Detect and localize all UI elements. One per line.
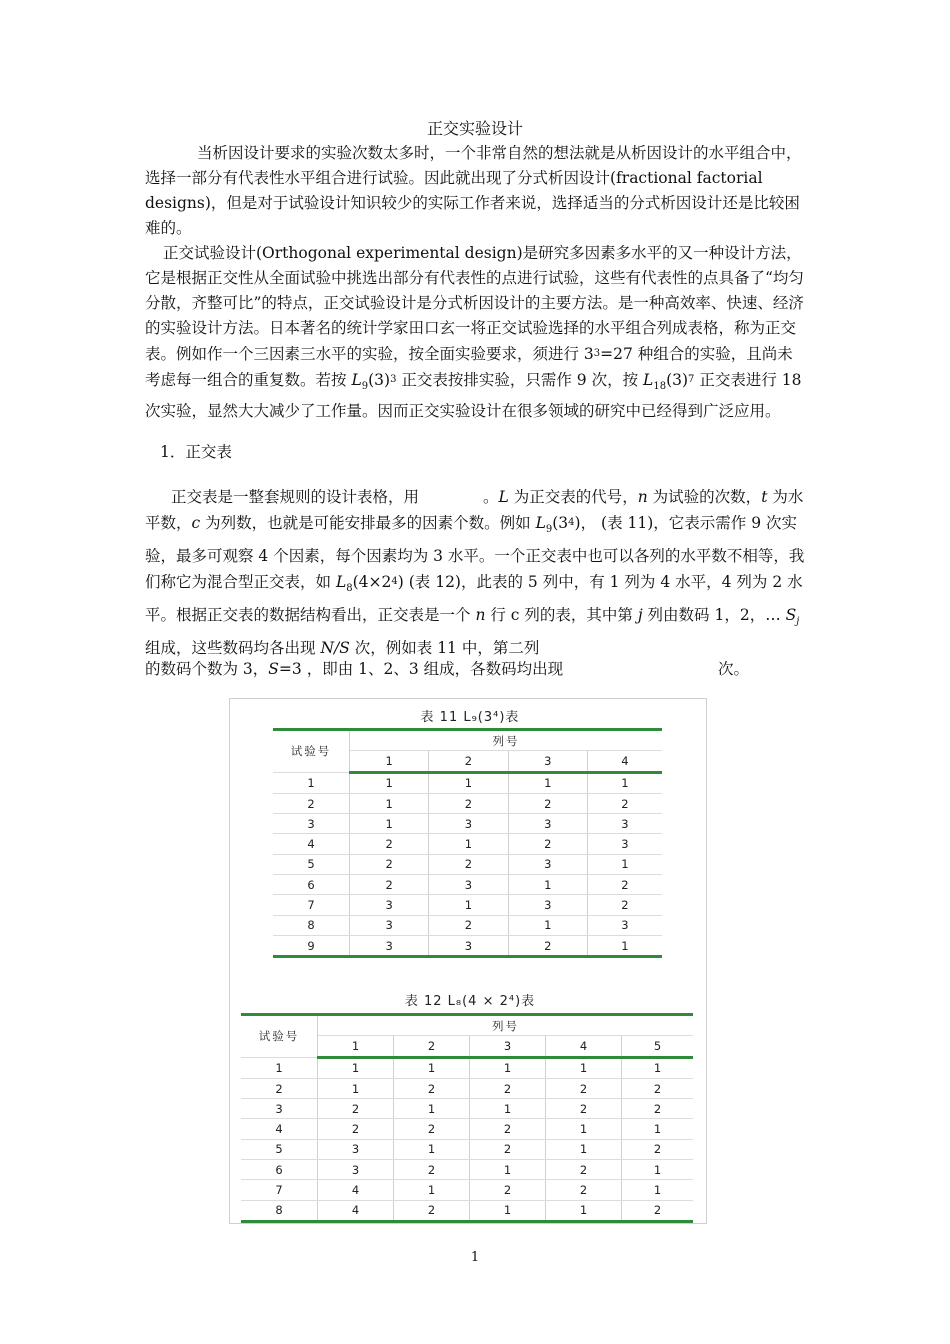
table-cell: 3 [508,814,587,834]
table-cell: 3 [318,1139,394,1159]
table-intro-paragraph: 正交表是一整套规则的设计表格，用 。L 为正交表的代号，n 为试验的次数，t 为水平数，c 为列数，也就是可能安排最多的因素个数。例如 $L_9(3^4)$， (表 11)，它表示需作 9 次实验，最多可观察 4 个因素，每个因素均为 3 水平。一个正交表中也可以各列的水平数不相等，我们称它为混合型正交表，如 $L_8(4\times 2^4)$ (表 12)，此表的 5 列中，有 1 列为 4 水平，4 列为 2 水平。根据正交表的数据结构看出，正交表是一个 n 行 c 列的表，其中第 j 列由数码 1，2，… $S_j$ 组成，这些数码均各出现 N/S 次，例如表 11 中，第二列 [145,488,805,657]
table-row [273,854,662,874]
table11-col-header: 2 [429,751,508,772]
table-cell: 3 [350,895,429,915]
table11-row-header: 试验号 [273,730,350,773]
table-cell: 2 [394,1119,470,1139]
table-row [241,1200,693,1221]
table-row [273,895,662,915]
table-cell: 8 [273,915,350,935]
table-cell: 3 [350,935,429,956]
table-cell: 1 [350,793,429,813]
table-row [273,915,662,935]
table-cell: 3 [508,895,587,915]
table-cell: 1 [350,772,429,793]
table-cell: 2 [546,1078,622,1098]
table-row [241,1057,693,1078]
table-cell: 1 [622,1057,694,1078]
table11-col-header: 4 [587,751,662,772]
table12-col-header: 3 [470,1036,546,1057]
table-cell: 2 [546,1099,622,1119]
table12-col-group: 列号 [318,1015,694,1036]
table-row [241,1099,693,1119]
table-cell: 1 [470,1200,546,1221]
table-cell: 6 [273,875,350,895]
table-cell: 2 [470,1078,546,1098]
table-row [273,793,662,813]
table-cell: 1 [587,772,662,793]
table12-row-header: 试验号 [241,1015,318,1058]
table-cell: 2 [546,1160,622,1180]
table-cell: 1 [429,895,508,915]
table-cell: 2 [470,1139,546,1159]
table12-col-header: 4 [546,1036,622,1057]
table-cell: 2 [470,1119,546,1139]
table11-col-header: 3 [508,751,587,772]
table-cell: 2 [622,1200,694,1221]
table-cell: 4 [318,1200,394,1221]
table-cell: 1 [546,1200,622,1221]
table-cell: 2 [587,895,662,915]
table-cell: 1 [508,875,587,895]
table-cell: 5 [241,1139,318,1159]
table-cell: 1 [394,1099,470,1119]
table-row [241,1160,693,1180]
table-cell: 1 [508,915,587,935]
table-row [273,834,662,854]
table-cell: 2 [273,793,350,813]
table-cell: 4 [241,1119,318,1139]
table-cell: 2 [394,1160,470,1180]
table-cell: 1 [470,1160,546,1180]
table-cell: 1 [318,1057,394,1078]
table-cell: 1 [350,814,429,834]
table-cell: 1 [587,854,662,874]
table-row [241,1139,693,1159]
table-cell: 2 [350,875,429,895]
table-cell: 3 [587,834,662,854]
table12-caption: 表 12 L₈(4 × 2⁴)表 [404,994,536,1009]
table-cell: 1 [470,1099,546,1119]
table-cell: 4 [273,834,350,854]
table-cell: 1 [622,1160,694,1180]
table-cell: 1 [241,1057,318,1078]
section-heading: 1．正交表 [160,443,232,461]
table-cell: 2 [622,1139,694,1159]
table-cell: 3 [429,875,508,895]
table-cell: 3 [241,1099,318,1119]
table-cell: 2 [429,793,508,813]
table11-col-group: 列号 [350,730,663,751]
orthogonal-paragraph: 正交试验设计(Orthogonal experimental design)是研究多因素多水平的又一种设计方法，它是根据正交性从全面试验中挑选出部分有代表性的点进行试验，这些有代表性的点具备了“均匀分散，齐整可比”的特点，正交试验设计是分式析因设计的主要方法。是一种高效率、快速、经济的实验设计方法。日本著名的统计学家田口玄一将正交试验选择的水平组合列成表格，称为正交表。例如作一个三因素三水平的实验，按全面实验要求，须进行 $3^3=27$ 种组合的实验，且尚未考虑每一组合的重复数。若按 $L_9(3)^3$ 正交表按排实验，只需作 9 次，按 $L_{18}(3)^7$ 正交表进行 18 次实验，显然大大减少了工作量。因而正交实验设计在很多领域的研究中已经得到广泛应用。 [145,244,804,420]
table-cell: 2 [622,1099,694,1119]
table-cell: 2 [508,834,587,854]
table-cell: 2 [429,854,508,874]
table-row [241,1078,693,1098]
table-cell: 1 [546,1057,622,1078]
table12-col-header: 2 [394,1036,470,1057]
table-cell: 1 [622,1119,694,1139]
table-cell: 1 [394,1057,470,1078]
table-cell: 2 [508,935,587,956]
table-cell: 1 [546,1119,622,1139]
table-row [273,935,662,956]
table-row [273,772,662,793]
table-cell: 2 [350,834,429,854]
table-cell: 1 [394,1139,470,1159]
table-cell: 3 [350,915,429,935]
table-cell: 1 [429,772,508,793]
table12 [241,1013,693,1223]
table12-col-header: 5 [622,1036,694,1057]
table-cell: 1 [429,834,508,854]
table-cell: 2 [394,1078,470,1098]
table-row [241,1180,693,1200]
table-intro-last-line: 的数码个数为 3，S=3 ，即由 1、2、3 组成，各数码均出现 [145,660,564,678]
table-cell: 3 [318,1160,394,1180]
table-cell: 1 [587,935,662,956]
table-row [241,1119,693,1139]
table-cell: 1 [273,772,350,793]
table-cell: 1 [394,1180,470,1200]
table11 [273,728,662,958]
page-title: 正交实验设计 [426,119,523,138]
table-cell: 2 [622,1078,694,1098]
table-cell: 2 [429,915,508,935]
table-cell: 1 [318,1078,394,1098]
table-cell: 2 [508,793,587,813]
table-intro-tail: 次。 [718,660,750,678]
table-cell: 2 [394,1200,470,1221]
table-cell: 4 [318,1180,394,1200]
table-cell: 6 [241,1160,318,1180]
table-cell: 3 [429,814,508,834]
table-cell: 7 [241,1180,318,1200]
table11-col-header: 1 [350,751,429,772]
table-cell: 1 [546,1139,622,1159]
table-cell: 2 [350,854,429,874]
table-cell: 9 [273,935,350,956]
table-row [273,814,662,834]
table-cell: 2 [318,1119,394,1139]
table-cell: 3 [273,814,350,834]
table-cell: 2 [587,875,662,895]
table-cell: 1 [622,1180,694,1200]
table-cell: 2 [470,1180,546,1200]
page-number: 1 [470,1250,480,1265]
table-cell: 2 [546,1180,622,1200]
table-cell: 7 [273,895,350,915]
table-cell: 2 [241,1078,318,1098]
table-cell: 3 [587,814,662,834]
table-cell: 1 [508,772,587,793]
table-cell: 2 [318,1099,394,1119]
table-cell: 3 [508,854,587,874]
table-cell: 2 [587,793,662,813]
table-cell: 3 [429,935,508,956]
table-cell: 3 [587,915,662,935]
table-cell: 1 [470,1057,546,1078]
table-cell: 5 [273,854,350,874]
table-row [273,875,662,895]
table12-col-header: 1 [318,1036,394,1057]
table11-caption: 表 11 L₉(3⁴)表 [420,710,520,725]
intro-paragraph: 当析因设计要求的实验次数太多时，一个非常自然的想法就是从析因设计的水平组合中，选择一部分有代表性水平组合进行试验。因此就出现了分式析因设计(fractional factorial designs)，但是对于试验设计知识较少的实际工作者来说，选择适当的分式析因设计还是比较困难的。 [145,144,802,237]
table-cell: 8 [241,1200,318,1221]
